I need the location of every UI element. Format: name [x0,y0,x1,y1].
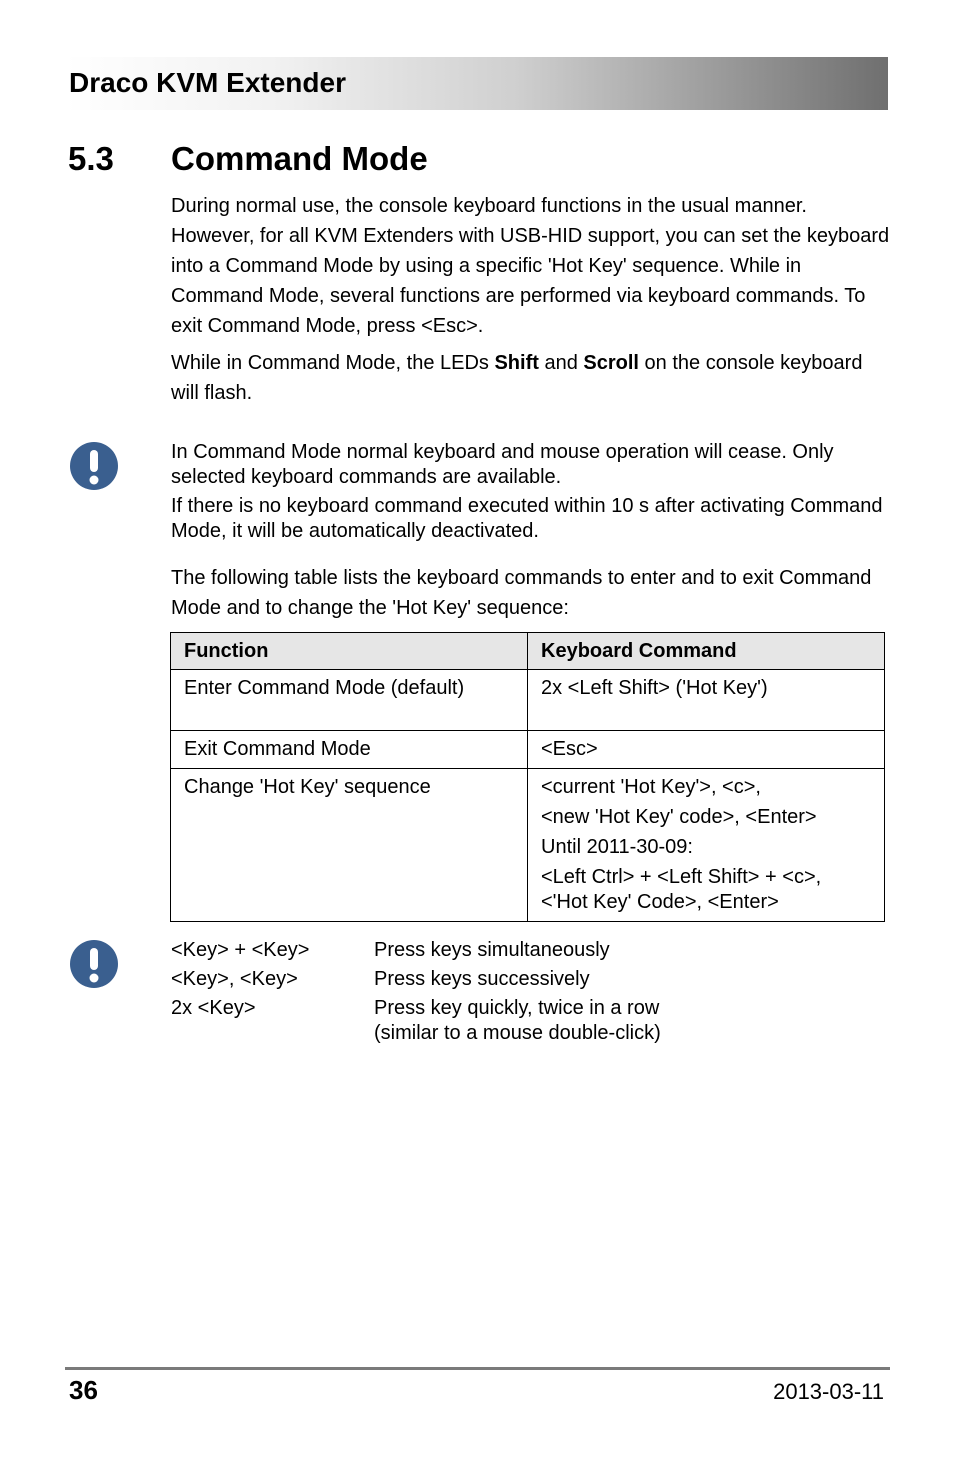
document-title: Draco KVM Extender [69,67,346,98]
table-row [171,769,885,922]
command-text: <new 'Hot Key' code>, <Enter> [541,806,817,828]
function-cell [171,731,528,769]
list-item [171,967,704,992]
function-cell [171,769,528,922]
list-item [171,938,704,963]
legend-key: <Key> + <Key> [171,939,310,961]
exclamation-icon [70,442,118,490]
key-notation-legend [171,938,704,1050]
list-item [171,996,704,1046]
legend-description: Press keys successively [374,968,590,990]
leds-text-end: on the console keyboard will flash. [171,352,863,404]
note-line-1: In Command Mode normal keyboard and mouse operation will cease. Only selected keyboard commands are available. [171,441,834,488]
command-text: <current 'Hot Key'>, <c>, [541,776,761,798]
footer-divider [65,1367,890,1370]
legend-key: <Key>, <Key> [171,968,298,990]
legend-key: 2x <Key> [171,997,256,1019]
leds-paragraph [171,348,891,408]
section-title: Command Mode [171,140,428,177]
page-number: 36 [69,1375,98,1405]
function-text: Enter Command Mode (default) [184,677,465,699]
command-text: <Left Ctrl> + <Left Shift> + <c>, <'Hot Key' Code>, <Enter> [541,866,822,913]
function-cell [171,670,528,731]
header-bar [65,57,888,110]
command-text: 2x <Left Shift> ('Hot Key') [541,677,768,699]
command-cell [528,670,885,731]
legend-description: Press key quickly, twice in a row (similar to a mouse double-click) [374,997,661,1044]
command-cell [528,731,885,769]
function-text: Exit Command Mode [184,738,371,760]
table-row [171,670,885,731]
shift-led-label: Shift [494,352,539,374]
command-text: <Esc> [541,738,598,760]
column-header-command: Keyboard Command [528,633,885,670]
intro-paragraph: During normal use, the console keyboard functions in the usual manner. However, for all KVM Extenders with USB-HID support, you can set the keyboard into a Command Mode by using a specific 'Hot Key' sequence. While in Command Mode, several functions are performed via keyboard commands. To exit Command Mode, press <Esc>. [171,195,890,337]
command-mode-note [171,440,891,544]
command-cell [528,769,885,922]
function-text: Change 'Hot Key' sequence [184,776,431,798]
section-heading [68,142,428,175]
document-date: 2013-03-11 [773,1379,884,1404]
leds-text-mid: and [538,352,584,374]
keyboard-commands-table [170,632,885,922]
note-line-2: If there is no keyboard command executed within 10 s after activating Command Mode, it will be automatically deactivated. [171,495,883,542]
column-header-function: Function [171,633,528,670]
scroll-led-label: Scroll [583,352,639,374]
command-text: Until 2011-30-09: [541,836,693,858]
section-number: 5.3 [68,140,114,177]
table-row [171,731,885,769]
legend-description: Press keys simultaneously [374,939,610,961]
leds-text-start: While in Command Mode, the LEDs [171,352,495,374]
exclamation-icon [70,940,118,988]
table-header-row [171,633,885,670]
table-intro: The following table lists the keyboard commands to enter and to exit Command Mode and to change the 'Hot Key' sequence: [171,567,872,619]
